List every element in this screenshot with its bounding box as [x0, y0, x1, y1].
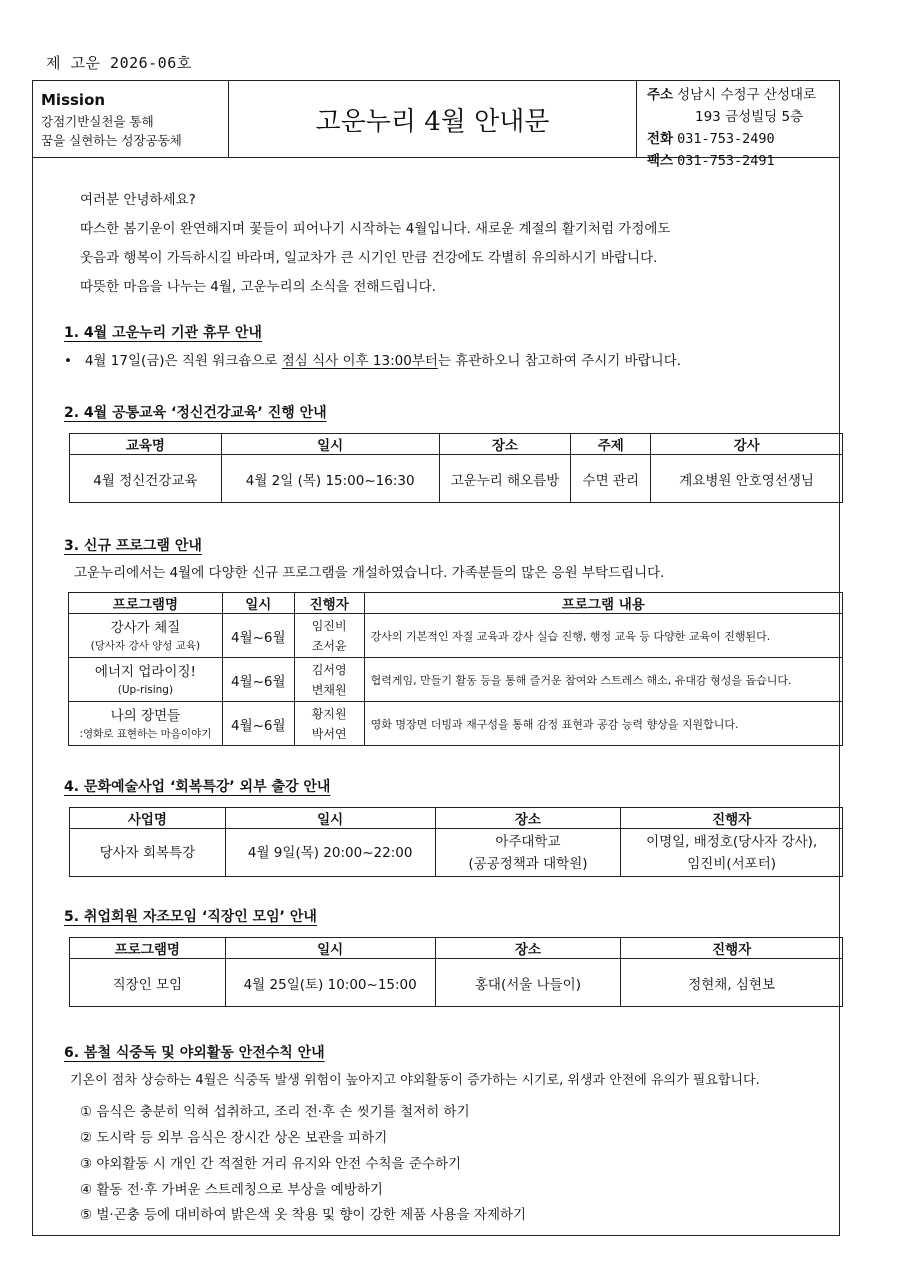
program-name-cell — [69, 702, 223, 746]
lecture-table — [69, 807, 843, 877]
greeting-line-1: 여러분 안녕하세요? — [80, 192, 196, 208]
table-cell: 홍대(서울 나들이) — [435, 959, 621, 1007]
program-subtitle: (당사자 강사 양성 교육) — [90, 639, 201, 652]
safety-rule-item: ② 도시락 등 외부 음식은 장시간 상온 보관을 피하기 — [80, 1130, 388, 1146]
leader-cell — [294, 658, 364, 702]
section-4-title: 4. 문화예술사업 ‘회복특강’ 외부 출강 안내 — [64, 779, 331, 795]
safety-rule-item: ⑤ 벌·곤충 등에 대비하여 밝은색 옷 착용 및 향이 강한 제품 사용을 자제하기 — [80, 1207, 527, 1223]
section-3-intro: 고운누리에서는 4월에 다양한 신규 프로그램을 개설하였습니다. 가족분들의 많은 응원 부탁드립니다. — [74, 565, 665, 581]
leader-cell — [294, 614, 364, 658]
header-cell: 강사 — [651, 434, 843, 455]
table-cell: 4월 정신건강교육 — [70, 455, 222, 503]
leader-name: 임진비 — [311, 618, 347, 633]
mission-title: Mission — [41, 91, 106, 109]
phone-number: 031-753-2490 — [677, 131, 775, 147]
leader-line: 이명일, 배정호(당사자 강사), — [646, 833, 818, 850]
leader-line: 임진비(서포터) — [687, 855, 777, 872]
table-cell: 계요병원 안호영선생님 — [651, 455, 843, 503]
letterhead — [32, 80, 840, 169]
program-name-cell — [69, 614, 223, 658]
table-cell: 당사자 회복특강 — [70, 829, 226, 877]
table-header-row — [70, 434, 843, 455]
notice-text-b: 는 휴관하오니 참고하여 주시기 바랍니다. — [437, 353, 682, 369]
section-5-title: 5. 취업회원 자조모임 ‘직장인 모임’ 안내 — [64, 909, 317, 925]
document-title: 고운누리 4월 안내문 — [229, 81, 637, 157]
header-cell: 프로그램명 — [69, 593, 223, 614]
header-cell: 일시 — [221, 434, 439, 455]
table-cell: 4월~6월 — [222, 702, 294, 746]
table-header-row — [70, 808, 843, 829]
header-cell: 사업명 — [70, 808, 226, 829]
place-line: 아주대학교 — [495, 833, 561, 850]
section-6-title: 6. 봄철 식중독 및 야외활동 안전수칙 안내 — [64, 1045, 325, 1061]
table-cell: 고운누리 해오름방 — [439, 455, 571, 503]
table-header-row — [69, 593, 843, 614]
leader-name: 박서연 — [311, 726, 347, 741]
mission-box — [33, 81, 229, 157]
header-cell: 장소 — [439, 434, 571, 455]
program-name: 나의 장면들 — [110, 707, 181, 724]
header-cell: 진행자 — [621, 808, 843, 829]
safety-rule-item: ④ 활동 전·후 가벼운 스트레칭으로 부상을 예방하기 — [80, 1182, 383, 1198]
table-cell: 4월 25일(토) 10:00~15:00 — [225, 959, 435, 1007]
program-name-cell — [69, 658, 223, 702]
leader-cell — [294, 702, 364, 746]
place-line: (공공정책과 대학원) — [468, 855, 588, 872]
safety-rule-item: ③ 야외활동 시 개인 간 적절한 거리 유지와 안전 수칙을 준수하기 — [80, 1156, 462, 1172]
mission-line-1: 강점기반실천을 통해 — [41, 114, 154, 129]
address-line-1: 성남시 수정구 산성대로 — [677, 87, 817, 103]
fax-label: 팩스 — [647, 153, 674, 169]
table-cell: 4월~6월 — [222, 658, 294, 702]
address-label: 주소 — [647, 87, 674, 103]
table-cell: 4월 2일 (목) 15:00~16:30 — [221, 455, 439, 503]
section-6-intro: 기온이 점차 상승하는 4월은 식중독 발생 위험이 높아지고 야외활동이 증가하는 시기로, 위생과 안전에 유의가 필요합니다. — [70, 1073, 760, 1088]
fax-number: 031-753-2491 — [677, 153, 775, 169]
greeting-line-3: 웃음과 행복이 가득하시길 바라며, 일교차가 큰 시기인 만큼 건강에도 각별히 유의하시기 바랍니다. — [80, 250, 658, 266]
address-line-2: 193 금성빌딩 5층 — [695, 109, 804, 125]
leader-cell — [621, 829, 843, 877]
table-cell: 4월~6월 — [222, 614, 294, 658]
table-cell: 수면 관리 — [571, 455, 651, 503]
mission-line-2: 꿈을 실현하는 성장공동체 — [41, 133, 182, 148]
document-number: 제 고운 2026-06호 — [46, 54, 192, 72]
header-cell: 일시 — [225, 808, 435, 829]
section-2-title: 2. 4월 공통교육 ‘정신건강교육’ 진행 안내 — [64, 405, 327, 421]
table-row — [70, 959, 843, 1007]
notice-text-underlined: 점심 식사 이후 13:00부터 — [281, 353, 438, 369]
safety-rule-item: ① 음식은 충분히 익혀 섭취하고, 조리 전·후 손 씻기를 철저히 하기 — [80, 1104, 470, 1120]
table-row — [70, 829, 843, 877]
meetup-table — [69, 937, 843, 1007]
header-cell: 일시 — [225, 938, 435, 959]
program-subtitle: :영화로 표현하는 마음이야기 — [79, 727, 212, 740]
table-cell: 정현채, 심현보 — [621, 959, 843, 1007]
greeting-line-2: 따스한 봄기운이 완연해지며 꽃들이 피어나기 시작하는 4월입니다. 새로운 계절의 활기처럼 가정에도 — [80, 221, 671, 237]
section-3-title: 3. 신규 프로그램 안내 — [64, 538, 202, 554]
header-cell: 교육명 — [70, 434, 222, 455]
header-cell: 프로그램 내용 — [364, 593, 842, 614]
header-cell: 장소 — [435, 808, 621, 829]
table-row — [69, 702, 843, 746]
header-cell: 일시 — [222, 593, 294, 614]
section-1-notice — [64, 349, 681, 369]
section-1-title: 1. 4월 고운누리 기관 휴무 안내 — [64, 325, 262, 341]
bullet-icon: • — [64, 353, 72, 369]
leader-name: 조서윤 — [311, 638, 347, 653]
table-row — [70, 455, 843, 503]
greeting-line-4: 따뜻한 마음을 나누는 4월, 고운누리의 소식을 전해드립니다. — [80, 279, 436, 295]
program-name: 강사가 체질 — [110, 619, 181, 636]
program-content: 강사의 기본적인 자질 교육과 강사 실습 진행, 행정 교육 등 다양한 교육이 진행된다. — [364, 614, 842, 658]
program-content: 협력게임, 만들기 활동 등을 통해 즐거운 참여와 스트레스 해소, 유대감 형성을 돕습니다. — [364, 658, 842, 702]
program-subtitle: (Up-rising) — [117, 683, 174, 696]
education-table — [69, 433, 843, 503]
place-cell — [435, 829, 621, 877]
table-cell: 4월 9일(목) 20:00~22:00 — [225, 829, 435, 877]
table-cell: 직장인 모임 — [70, 959, 226, 1007]
header-cell: 진행자 — [294, 593, 364, 614]
table-header-row — [70, 938, 843, 959]
notice-text-a: 4월 17일(금)은 직원 워크숍으로 — [84, 353, 282, 369]
header-cell: 주제 — [571, 434, 651, 455]
header-cell: 프로그램명 — [70, 938, 226, 959]
table-row — [69, 614, 843, 658]
leader-name: 황지원 — [311, 706, 347, 721]
phone-label: 전화 — [647, 131, 674, 147]
program-content: 영화 명장면 더빙과 재구성을 통해 감정 표현과 공감 능력 향상을 지원합니다. — [364, 702, 842, 746]
header-cell: 장소 — [435, 938, 621, 959]
program-table — [68, 592, 843, 746]
table-row — [69, 658, 843, 702]
program-name: 에너지 업라이징! — [94, 663, 196, 680]
contact-box — [637, 81, 839, 169]
leader-name: 변채원 — [311, 682, 347, 697]
leader-name: 김서영 — [311, 662, 347, 677]
header-cell: 진행자 — [621, 938, 843, 959]
greeting — [80, 186, 670, 302]
